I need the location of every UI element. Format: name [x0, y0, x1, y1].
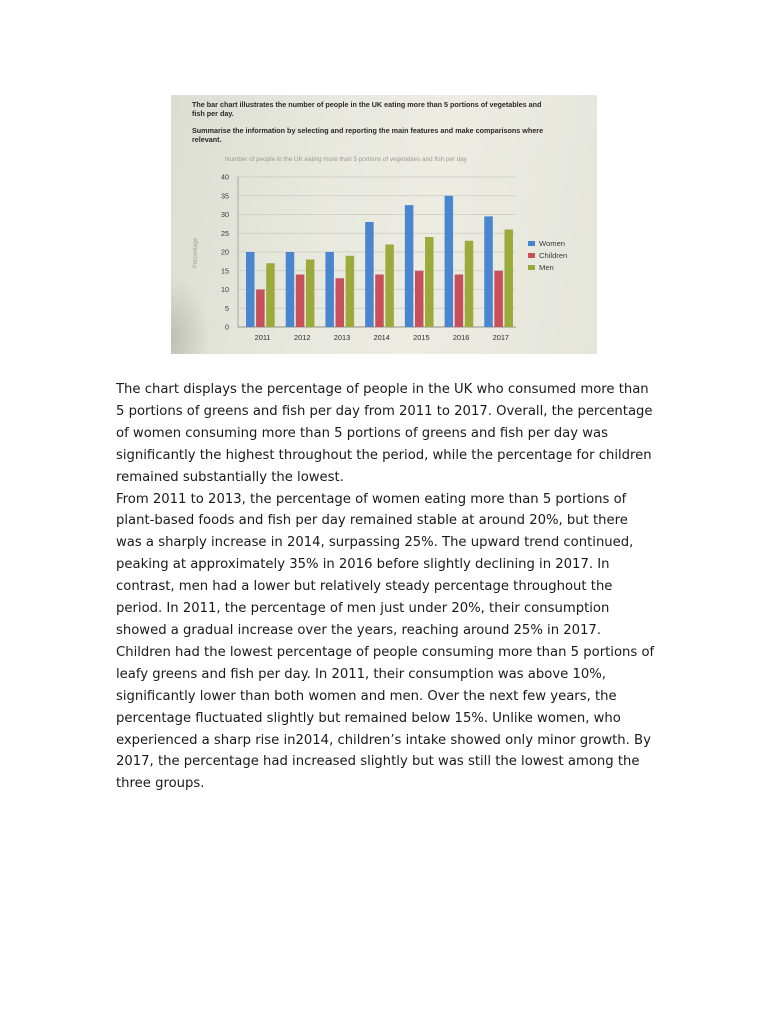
x-tick-label: 2011 — [254, 333, 271, 342]
bar-children-2017 — [494, 271, 503, 327]
bar-women-2015 — [405, 205, 414, 327]
bar-men-2015 — [425, 237, 434, 327]
legend-swatch-women — [528, 241, 535, 246]
y-tick-label: 5 — [225, 303, 229, 313]
bar-women-2017 — [484, 216, 493, 327]
x-tick-label: 2014 — [373, 333, 390, 342]
bar-children-2014 — [375, 275, 384, 328]
essay-paragraph-2: From 2011 to 2013, the percentage of women eating more than 5 portions of plant-based foods and fish per day remained stable at around 20%, but there was a sharply increase in 2014, surpassing 25%. The upward trend continued, peaking at approximately 35% in 2016 before slightly declining in 2017. In contrast, men had a lower but relatively steady percentage throughout the period. In 2011, the percentage of men just under 20%, their consumption showed a gradual increase over the years, reaching around 25% in 2017. — [116, 491, 634, 638]
bar-women-2016 — [445, 196, 454, 327]
x-tick-label: 2016 — [452, 333, 470, 342]
y-tick-label: 25 — [221, 228, 229, 238]
bar-children-2013 — [336, 278, 345, 327]
y-tick-label: 10 — [221, 285, 229, 294]
essay-paragraph-1: The chart displays the percentage of people in the UK who consumed more than 5 portions of greens and fish per day from 2011 to 2017. Overall, the percentage of women consuming more than 5 portions of greens and fish per day was significantly the highest throughout the period, while the percentage for children remained substantially the lowest. — [116, 382, 653, 485]
bar-men-2013 — [346, 256, 355, 327]
chart-photo — [171, 95, 597, 354]
bar-men-2014 — [385, 245, 394, 328]
y-tick-label: 30 — [221, 210, 229, 219]
task-instruction-summary: Summarise the information by selecting and reporting the main features and make comparisons where relevant. — [192, 126, 544, 144]
bar-women-2014 — [365, 222, 374, 327]
bar-children-2016 — [455, 275, 464, 328]
legend-swatch-men — [528, 265, 535, 270]
x-tick-label: 2015 — [413, 333, 430, 342]
chart-title: Number of people in the UK eating more than 5 portions of vegetables and fish per day — [225, 156, 467, 163]
bar-children-2015 — [415, 271, 424, 327]
bar-women-2013 — [325, 252, 334, 327]
y-axis-label: Percentage — [193, 237, 199, 269]
bar-men-2017 — [504, 230, 513, 328]
bar-children-2012 — [296, 275, 305, 328]
x-tick-label: 2013 — [333, 333, 351, 342]
legend-label-men: Men — [539, 263, 554, 272]
essay-text — [116, 379, 656, 795]
bar-men-2012 — [306, 260, 315, 328]
photo-shadow — [171, 275, 211, 354]
y-tick-label: 35 — [221, 191, 229, 201]
essay-paragraph-3: Children had the lowest percentage of people consuming more than 5 portions of leafy greens and fish per day. In 2011, their consumption was above 10%, significantly lower than both women and men. Over the next few years, the percentage fluctuated slightly but remained below 15%. Unlike women, who experienced a sharp rise in2014, children’s intake showed only minor growth. By 2017, the percentage had increased slightly but was still the lowest among the three groups. — [116, 644, 655, 792]
y-tick-label: 15 — [221, 266, 229, 276]
task-instruction: The bar chart illustrates the number of people in the UK eating more than 5 portions of vegetables and fish per day. — [192, 100, 542, 118]
legend-swatch-children — [528, 253, 535, 258]
y-tick-label: 20 — [221, 247, 229, 257]
bar-men-2011 — [266, 263, 275, 327]
bar-women-2011 — [246, 252, 255, 327]
bar-chart — [171, 95, 597, 354]
legend-label-women: Women — [539, 239, 566, 248]
y-tick-label: 40 — [221, 172, 229, 182]
bar-children-2011 — [256, 290, 265, 328]
y-tick-label: 0 — [225, 322, 229, 332]
bar-men-2016 — [465, 241, 474, 327]
x-tick-label: 2017 — [492, 333, 510, 342]
bar-women-2012 — [286, 252, 295, 327]
x-tick-label: 2012 — [294, 333, 311, 342]
legend-label-children: Children — [539, 251, 568, 260]
